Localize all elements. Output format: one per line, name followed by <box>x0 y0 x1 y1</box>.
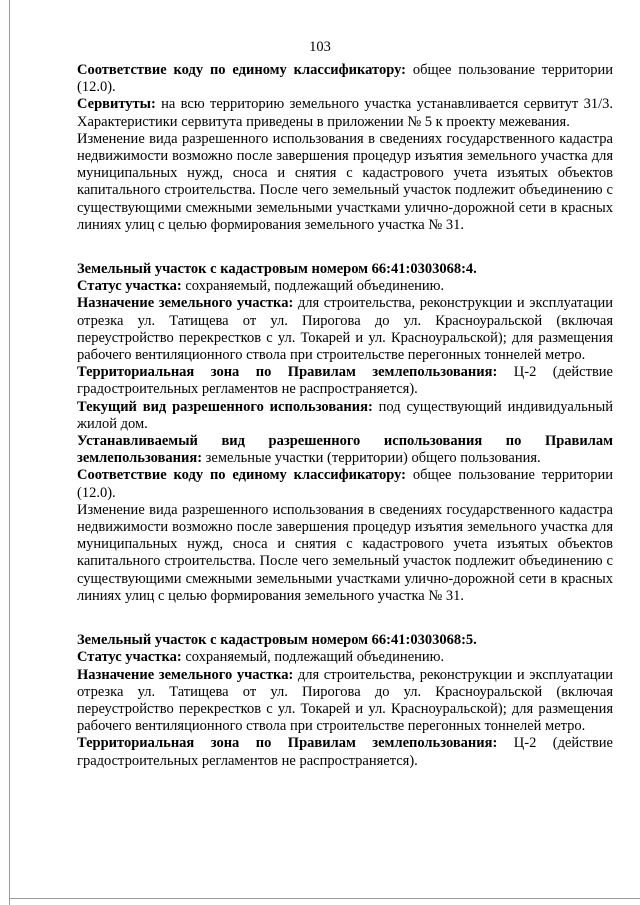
paragraph <box>77 649 613 666</box>
field-value: общее пользование территории (12.0). <box>77 467 614 501</box>
field-label: Территориальная зона по Правилам землепользования: <box>77 735 498 752</box>
paragraph <box>77 96 613 130</box>
field-label: Сервитуты: <box>77 96 156 113</box>
field-label: Соответствие коду по единому классификатору: <box>77 62 406 78</box>
field-label: Устанавливаемый вид разрешенного использования по Правилам землепользования: <box>77 433 613 467</box>
paragraph <box>77 399 613 433</box>
field-label: Статус участка: <box>77 649 182 666</box>
scan-edge-bottom <box>9 898 640 899</box>
document-body <box>77 62 613 770</box>
paragraph <box>77 364 613 398</box>
field-value: под существующий индивидуальный жилой дом. <box>77 398 613 432</box>
paragraph <box>77 131 613 234</box>
field-value: земельные участки (территории) общего пользования. <box>202 450 541 467</box>
field-value: общее пользование территории (12.0). <box>77 62 614 96</box>
field-value: для строительства, реконструкции и эксплуатации отрезка ул. Татищева от ул. Пирогова до ул. Красноуральской (включая переустройство перекрестков с ул. Токарей и ул. Красноуральской); для размещения рабочего вентиляционного ствола при строительстве перегонных тоннелей метро. <box>77 666 613 735</box>
field-label: Земельный участок с кадастровым номером 66:41:0303068:4. <box>77 261 477 278</box>
field-label: Назначение земельного участка: <box>77 666 294 683</box>
field-label: Статус участка: <box>77 278 182 295</box>
field-value: Ц-2 (действие градостроительных регламентов не распространяется). <box>77 364 613 398</box>
field-label: Земельный участок с кадастровым номером 66:41:0303068:5. <box>77 632 477 649</box>
field-value: Изменение вида разрешенного использования в сведениях государственного кадастра недвижимости возможно после завершения процедур изъятия земельного участка для муниципальных нужд, сноса и снятия с кадастрового учета изъятых объектов капитального строительства. После чего земельный участок подлежит объединению с существующими смежными земельными участками улично-дорожной сети в красных линиях улиц с целью формирования земельного участка № 31. <box>77 130 613 233</box>
field-label: Соответствие коду по единому классификатору: <box>77 467 406 484</box>
field-value: для строительства, реконструкции и эксплуатации отрезка ул. Татищева от ул. Пирогова до ул. Красноуральской (включая переустройство перекрестков с ул. Токарей и ул. Красноуральской); для размещения рабочего вентиляционного ствола при строительстве перегонных тоннелей метро. <box>77 295 613 364</box>
section-heading <box>77 261 613 278</box>
field-value: на всю территорию земельного участка устанавливается сервитут 31/3. Характеристики сервитута приведены в приложении № 5 к проекту межевания. <box>77 96 613 130</box>
paragraph <box>77 295 613 364</box>
field-value: Ц-2 (действие градостроительных регламентов не распространяется). <box>77 735 613 769</box>
field-value: Изменение вида разрешенного использования в сведениях государственного кадастра недвижимости возможно после завершения процедур изъятия земельного участка для муниципальных нужд, сноса и снятия с кадастрового учета изъятых объектов капитального строительства. После чего земельный участок подлежит объединению с существующими смежными земельными участками улично-дорожной сети в красных линиях улиц с целью формирования земельного участка № 31. <box>77 501 613 604</box>
field-label: Назначение земельного участка: <box>77 295 294 312</box>
paragraph <box>77 502 613 605</box>
paragraph <box>77 62 613 96</box>
field-label: Текущий вид разрешенного использования: <box>77 398 373 415</box>
page-number: 103 <box>309 39 331 55</box>
paragraph <box>77 735 613 769</box>
paragraph <box>77 467 613 501</box>
section-heading <box>77 632 613 649</box>
field-value: сохраняемый, подлежащий объединению. <box>181 649 445 666</box>
scan-edge-left <box>9 0 10 905</box>
paragraph <box>77 433 613 467</box>
paragraph <box>77 667 613 736</box>
field-value: сохраняемый, подлежащий объединению. <box>181 278 445 295</box>
field-label: Территориальная зона по Правилам землепользования: <box>77 364 498 381</box>
paragraph <box>77 278 613 295</box>
